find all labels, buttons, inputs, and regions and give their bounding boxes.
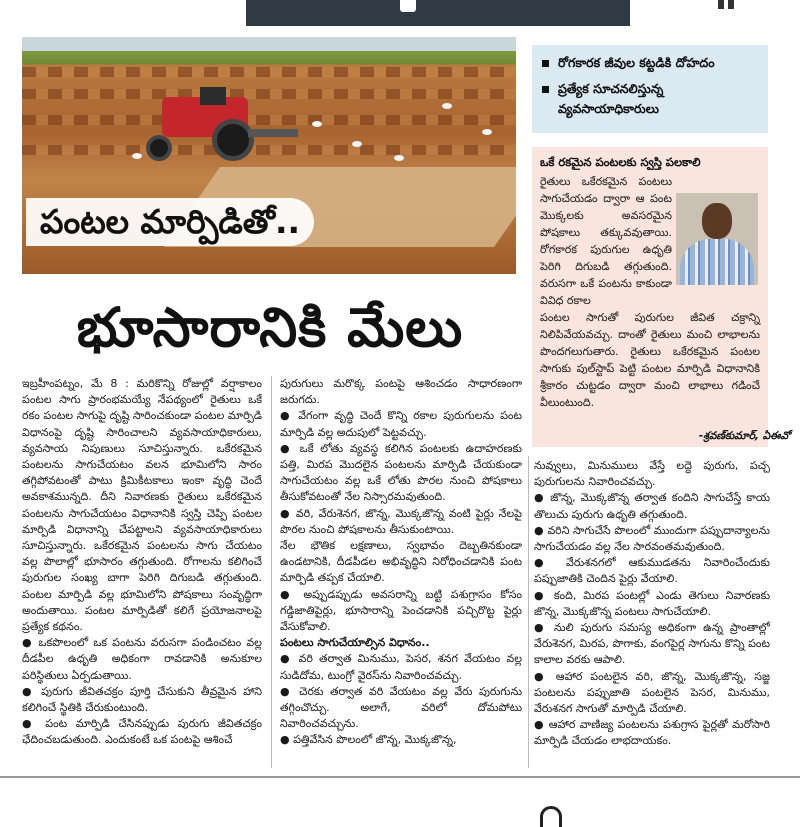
paragraph: ● పురుగు జీవితచక్రం పూర్తి చేసుకుని తీవ్రమైన హాని కలిగించే స్థితికి చేరుకుంటుంది.: [22, 684, 262, 715]
main-headline: భూసారానికి మేలు: [76, 296, 464, 359]
expert-quote-box: [532, 147, 768, 447]
next-article-mark: [540, 806, 562, 827]
quote-text-narrow: రైతులు ఒకేరకమైన పంటలు సాగుచేయడం ద్వారా ఆ పంట మొక్కలకు అవసరమైన పోషకాలు తక్కువవుతాయి. రోగకారక పురుగుల ఉధృతి పెరిగి దిగుబడి తగ్గుతుంది. వరుసగా ఒకే పంటను కాకుండా వివిధ రకాల: [540, 175, 672, 307]
paragraph: ● ఒకపొలంలో ఒక పంటను వరుసగా పండించటం వల్ల దీడపీల ఉధృతి అధికంగా రావడానికి అనుకూల పరిస్థితులు ఏర్పడుతాయి.: [22, 636, 262, 682]
paragraph: ● నులి పురుగు సమస్య అధికంగా ఉన్న ప్రాంతాల్లో వేరుశెనగ, మిరప, పొగాకు, వంగపైర్ల సాగును కొన్ని పంట కాలాల వరకు ఆపాలి.: [534, 621, 770, 667]
column-divider: [271, 376, 272, 768]
corner-mark: [718, 0, 746, 10]
paragraph: ● ఆహార పంటలైన వరి, జొన్న, మొక్కజొన్న, సజ్జ పంటలను పప్పుజాతి పంటలైన పెసర, మినుము, వేరుశనగ సాగుతో మార్పిడి చేయాలి.: [534, 669, 770, 716]
paragraph: ● అప్పుడప్పుడు అవసరాన్ని బట్టి పశుగ్రాసం కోసం గడ్డిజాతిపైర్లు, భూసారాన్ని పెంచడానికి పచ్చిరొట్ట పైర్లు వేసుకోవాలి.: [280, 587, 522, 634]
quote-title: ఒకే రకమైన పంటలకు స్వస్తి పలకాలి: [540, 155, 701, 169]
section-heading: పంటలు సాగుచేయాల్సిన విధానం..: [280, 636, 430, 650]
square-bullet-icon: [542, 86, 549, 93]
paragraph: ● వరి తర్వాత మినుము, పెసర, శనగ వేయటం వల్ల సుడిదోమ, టుంగ్రో వైరస్‌ను నివారించవచ్చు.: [280, 652, 522, 682]
article-column-2: [280, 376, 522, 749]
highlights-box: [532, 45, 768, 133]
top-banner: [246, 0, 630, 26]
quote-text-full: పంటల సాగుతో పురుగుల జీవిత చక్రాన్ని నిలిపివేయవచ్చు. దాంతో రైతులు మంచి లాభాలను పొందగలుగుతారు. రైతులు ఒకేరకమైన పంటల సాగుకు పుల్‌స్టాప్ పెట్టి పంటల మార్పిడి విధానానికి శ్రీకారం చుట్టడం ద్వారా మంచి లాభాలు గడించే వీలుంటుంది.: [540, 311, 760, 409]
paragraph: ఇబ్రహీంపట్నం, మే 8 : మరికొన్ని రోజుల్లో వర్షాకాలం పంటల సాగు ప్రారంభమయ్యే నేపథ్యంలో రైతులు ఒకే రకం పంటల సాగుపై దృష్టి సారించకుండా పంటల మార్పిడి విధానంపై దృష్టి సారించాలని వ్యవసాయాధికారులు, వ్యవసాయ నిపుణులు సూచిస్తున్నారు. ఒకేరకమైన పంటలను సాగుచేయటం వలన భూమిలోని సారం తగ్గిపోవటంతో పాటు క్రిమికీటకాలు ఇంకా వృద్ధి చెందే అవకాశమున్నది. దీని నివారణకు రైతులు ఒకేరకమైన పంటలను సాగుచేయటం విధానానికి స్వస్తి చెప్పి పంటల మార్పిడి విధానాన్ని చేపట్టాలని వ్యవసాయాధికారులు సూచిస్తున్నారు. ఒకేరకమైన పంటలను సాగు చేయటం వల్ల పొలాల్లో భూసారం తగ్గుతుంది. రోగాలను కలిగించే పురుగుల సంఖ్య బాగా పెరిగి దిగుబడి తగ్గుతుంది. పంటల మార్పిడి వల్ల భూమిలోని పోషకాలు సంవృద్ధిగా అందుతాయి. పంటల మార్పిడితో కలిగే ప్రయోజనాలపై ప్రత్యేక కథనం.: [22, 377, 262, 634]
banner-tab-mark: [400, 0, 416, 12]
paragraph: ● వరి, వేరుశెనగ, జొన్న, మొక్కజొన్న వంటి పైర్లు నేలపై పొరల నుంచి పోషకాలను తీసుకుంటాయి.: [280, 506, 522, 536]
square-bullet-icon: [542, 60, 549, 67]
paragraph: ● ఆహార వాణిజ్య పంటలను పశుగ్రాస పైర్లతో మరోసారి మార్పిడి చేయడం లాభదాయకం.: [534, 718, 770, 748]
paragraph: పురుగులు మరొక్క పంటపై ఆశించడం సాధారణంగా జరుగదు.: [280, 377, 522, 407]
column-divider: [528, 456, 529, 768]
paragraph: ● పత్తివేసిన పొలంలో జొన్న, మొక్కజొన్న,: [280, 733, 457, 747]
paragraph: ● వరిని సాగుచేసే పొలంలో ముందుగా పప్పుదాన్యాలను సాగుచేయడం వల్ల నేల సారవంతమవుతుంది.: [534, 523, 770, 554]
paragraph: నువ్వులు, మినుములు వేస్తే లద్దె పురుగు, పచ్చ పురుగులను నివారించవచ్చు.: [534, 459, 770, 489]
highlight-item: ప్రత్యేక సూచనలిస్తున్న వ్యవసాయాధికారులు: [542, 79, 758, 119]
paragraph: ● కంది, మిరప పంటల్లో ఎండు తెగులు నివారణకు జొన్న, మొక్కజొన్న పంటలు సాగుచేయాలి.: [534, 588, 770, 618]
officer-portrait: [676, 193, 758, 285]
article-column-1: [22, 376, 262, 749]
paragraph: ● పంట మార్పిడి చేసినప్పుడు పురుగు జీవితచక్రం ఛేదించబడుతుంది. ఎందుకంటే ఒక పంటపై ఆశించే: [22, 717, 262, 747]
paragraph: నేల భౌతిక లక్షణాలు, స్వభావం దెబ్బతినకుండా ఉండటానికి, దీడపీడల అభివృద్ధిని నిరోధించడానికి పంట మార్పిడి తప్పక చేయాలి.: [280, 539, 522, 585]
quote-signature: -శ్రవణ్‌కుమార్, ఏఈవో: [698, 430, 790, 442]
photo-headline: పంటల మార్పిడితో..: [26, 198, 314, 246]
paragraph: ● జొన్న, మొక్కజొన్న తర్వాత కందిని సాగుచేస్తే కాయ తొలుచు పురుగు ఉధృతి తగ్గుతుంది.: [534, 491, 770, 521]
paragraph: ● వేరుశనగలో ఆకుముడతను నివారించేందుకు పప్పుజాతికి చెందిన పైర్లు వేయాలి.: [534, 556, 770, 586]
highlight-item: రోగకారక జీవుల కట్టడికి దోహదం: [542, 53, 758, 73]
article-column-3: [534, 458, 770, 750]
paragraph: ● ఒకే లోతు వ్యవస్థ కలిగిన పంటలకు ఉదాహరణకు పత్తి, మిరప మొదలైన పంటలను మార్పిడి చేయకుండా సాగుచేయటం వల్ల ఒకే లోతు పొరల నుంచి పోషకాలు తీసుకోవటంతో నేల నిస్సారమవుతుంది.: [280, 441, 522, 504]
paragraph: ● వేగంగా వృద్ధి చెందే కొన్ని రకాల పురుగులను పంట మార్పిడి వల్ల అదుపులో పెట్టవచ్చు.: [280, 409, 522, 439]
bottom-divider: [0, 776, 800, 778]
paragraph: ● చెరకు తర్వాత వరి వేయటం వల్ల వేరు పురుగును తగ్గించొచ్చు. అలాగే, వరిలో దోమపోటు నివారించవచ్చును.: [280, 684, 522, 731]
